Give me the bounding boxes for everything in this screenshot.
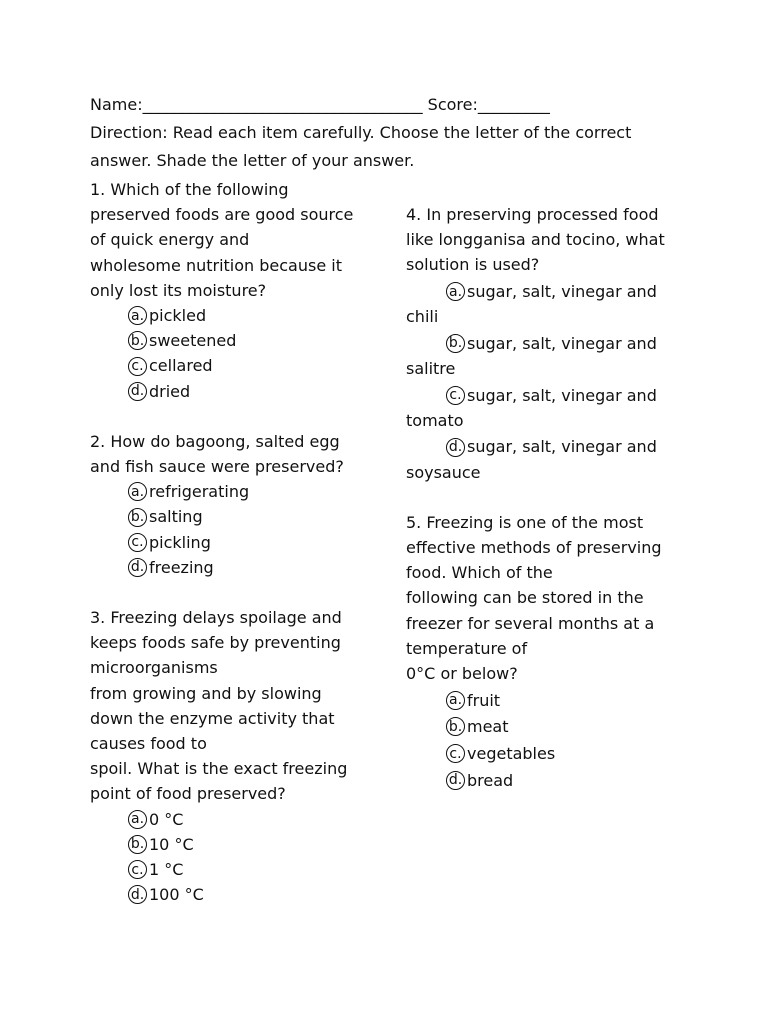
option-text: refrigerating	[149, 482, 250, 502]
question-stem-line: from growing and by slowing	[90, 683, 322, 703]
question-stem-line: keeps foods safe by preventing	[90, 633, 341, 653]
question-stem-line: microorganisms	[90, 658, 218, 678]
option-c[interactable]	[90, 530, 390, 555]
question-stem-line: and fish sauce were preserved?	[90, 457, 344, 477]
right-column	[406, 202, 706, 818]
option-a[interactable]	[90, 807, 390, 832]
direction-line-2: answer. Shade the letter of your answer.	[90, 151, 415, 170]
option-text: meat	[467, 717, 509, 737]
option-d[interactable]	[90, 555, 390, 580]
question-2	[90, 429, 390, 580]
option-text: sugar, salt, vinegar and	[467, 385, 657, 405]
question-5	[406, 510, 706, 793]
option-text: bread	[467, 770, 514, 790]
answer-letter-circle[interactable]: c.	[128, 860, 147, 879]
option-text: 1 °C	[149, 860, 184, 880]
question-stem-line: following can be stored in the	[406, 588, 644, 608]
question-4	[406, 202, 706, 485]
option-text-continued: chili	[406, 307, 439, 327]
question-stem-line: food. Which of the	[406, 563, 553, 583]
question-stem-line: 5. Freezing is one of the most	[406, 512, 644, 532]
answer-letter-circle[interactable]: c.	[128, 357, 147, 376]
answer-letter-circle[interactable]: c.	[128, 533, 147, 552]
option-text: 100 °C	[149, 885, 204, 905]
answer-letter-circle[interactable]: a.	[128, 482, 147, 501]
answer-letter-circle[interactable]: d.	[446, 438, 465, 457]
option-c[interactable]	[90, 353, 390, 378]
question-stem-line: freezer for several months at a	[406, 613, 655, 633]
answer-letter-circle[interactable]: b.	[128, 508, 147, 527]
question-stem-line: 3. Freezing delays spoilage and	[90, 608, 342, 628]
question-stem-line: only lost its moisture?	[90, 280, 267, 300]
option-text: sugar, salt, vinegar and	[467, 333, 657, 353]
option-text: sweetened	[149, 331, 237, 351]
answer-letter-circle[interactable]: b.	[128, 331, 147, 350]
option-a[interactable]	[90, 479, 390, 504]
answer-letter-circle[interactable]: a.	[128, 810, 147, 829]
option-text: 10 °C	[149, 834, 194, 854]
direction-line-1: Direction: Read each item carefully. Choose the letter of the correct	[90, 123, 632, 142]
option-text: pickling	[149, 532, 211, 552]
question-stem-line: 1. Which of the following	[90, 180, 289, 199]
option-text: vegetables	[467, 743, 556, 763]
option-d[interactable]	[90, 882, 390, 907]
option-text-continued: soysauce	[406, 462, 481, 482]
left-column	[90, 177, 390, 932]
option-text: fruit	[467, 690, 501, 710]
question-stem-line: causes food to	[90, 734, 207, 754]
answer-letter-circle[interactable]: b.	[446, 717, 465, 736]
option-c[interactable]	[406, 381, 706, 433]
question-stem-line: preserved foods are good source	[90, 205, 354, 225]
answer-letter-circle[interactable]: c.	[446, 744, 465, 763]
option-text: cellared	[149, 356, 213, 376]
question-stem-line: down the enzyme activity that	[90, 708, 335, 728]
answer-letter-circle[interactable]: a.	[446, 691, 465, 710]
option-text: dried	[149, 381, 191, 401]
option-a[interactable]	[406, 686, 706, 713]
answer-letter-circle[interactable]: c.	[446, 386, 465, 405]
answer-letter-circle[interactable]: d.	[128, 382, 147, 401]
question-3	[90, 605, 390, 907]
question-stem-line: 0°C or below?	[406, 664, 518, 684]
answer-letter-circle[interactable]: a.	[446, 282, 465, 301]
option-b[interactable]	[406, 329, 706, 381]
question-stem-line: effective methods of preserving	[406, 538, 662, 558]
option-d[interactable]	[406, 766, 706, 793]
question-stem-line: 2. How do bagoong, salted egg	[90, 431, 340, 451]
option-a[interactable]	[90, 303, 390, 328]
option-text-continued: tomato	[406, 410, 464, 430]
option-text: sugar, salt, vinegar and	[467, 282, 657, 302]
option-c[interactable]	[406, 740, 706, 767]
option-d[interactable]	[406, 433, 706, 485]
question-stem-line: of quick energy and	[90, 230, 250, 250]
option-text: pickled	[149, 306, 207, 326]
answer-letter-circle[interactable]: a.	[128, 306, 147, 325]
option-text-continued: salitre	[406, 359, 456, 379]
question-1	[90, 177, 390, 404]
question-stem-line: like longganisa and tocino, what	[406, 230, 665, 250]
option-b[interactable]	[90, 328, 390, 353]
question-stem-line: point of food preserved?	[90, 784, 286, 804]
question-stem-line: wholesome nutrition because it	[90, 255, 342, 275]
question-stem-line: spoil. What is the exact freezing	[90, 759, 348, 779]
option-a[interactable]	[406, 278, 706, 330]
option-text: freezing	[149, 557, 214, 577]
answer-letter-circle[interactable]: d.	[128, 885, 147, 904]
option-c[interactable]	[90, 857, 390, 882]
option-text: salting	[149, 507, 203, 527]
answer-letter-circle[interactable]: d.	[128, 558, 147, 577]
option-b[interactable]	[90, 832, 390, 857]
option-text: sugar, salt, vinegar and	[467, 437, 657, 457]
option-b[interactable]	[90, 504, 390, 529]
option-b[interactable]	[406, 713, 706, 740]
option-text: 0 °C	[149, 809, 184, 829]
option-d[interactable]	[90, 379, 390, 404]
question-stem-line: 4. In preserving processed food	[406, 205, 659, 224]
answer-letter-circle[interactable]: b.	[446, 334, 465, 353]
name-score-line: Name:___________________________________ Score:_________	[90, 95, 550, 114]
answer-letter-circle[interactable]: d.	[446, 771, 465, 790]
answer-letter-circle[interactable]: b.	[128, 835, 147, 854]
question-stem-line: temperature of	[406, 638, 528, 658]
question-stem-line: solution is used?	[406, 255, 540, 275]
